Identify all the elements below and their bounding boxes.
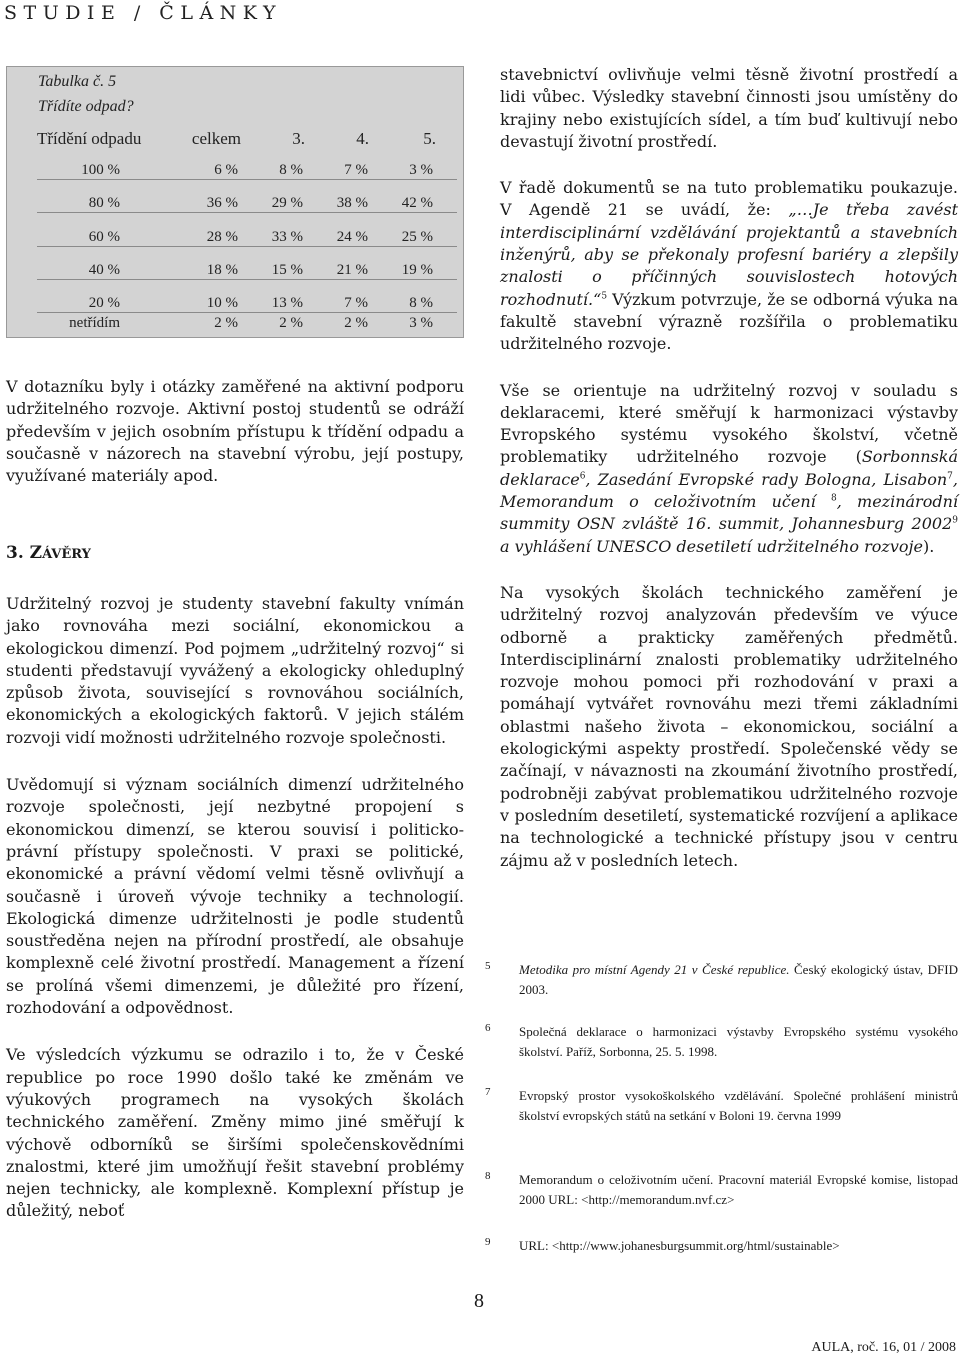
footnote-ref: 7 xyxy=(947,471,953,482)
left-col-body xyxy=(6,593,464,1223)
table-divider xyxy=(37,312,457,313)
table-cell: 2 % xyxy=(279,315,303,331)
footnote-text xyxy=(519,960,958,1000)
table-header-row xyxy=(7,129,463,163)
footnote xyxy=(482,1086,958,1126)
heading-initial: Z xyxy=(29,543,43,563)
footnote-ref: 9 xyxy=(952,516,958,527)
table-cell: 25 % xyxy=(401,229,433,245)
table-cell: 18 % xyxy=(206,262,238,278)
footnote-text: URL: <http://www.johanesburgsummit.org/html/sustainable> xyxy=(519,1238,840,1253)
table-cell: 19 % xyxy=(401,262,433,278)
footnote-text: Memorandum o celoživotním učení. Pracovní materiál Evropské komise, listopad 2000 URL: <http://memorandum.nvf.cz> xyxy=(519,1172,958,1207)
footnote-italic: Metodika pro místní Agendy 21 v České republice. xyxy=(519,962,790,977)
agenda-quote: „…Je třeba zavést interdisciplinární vzdělávání projektantů a stavebních inženýrů, aby se překonaly profesní bariéry a zlepšily znalosti o příčinných souvislostech hotových rozhodnutí.“ xyxy=(500,200,958,309)
left-col-intro xyxy=(6,376,464,487)
footnote-text: Společná deklarace o harmonizaci výstavby Evropského systému vysokého školství. Paříž, Sorbonna, 25. 5. 1998. xyxy=(519,1024,958,1059)
footnote-ref: 8 xyxy=(830,493,837,504)
table-divider xyxy=(37,279,457,280)
italic-run: , mezinárodní summity OSN zvláště 16. summit, Johannesburg 2002 xyxy=(500,492,959,534)
table-cell: netřídím xyxy=(69,315,120,331)
footnote-rest: Český ekologický ústav, DFID 2003. xyxy=(519,962,958,997)
paragraph: Udržitelný rozvoj je studenty stavební fakulty vnímán jako rovnováha mezi sociální, ekonomickou a ekologickou dimenzí. Pod pojmem „udržitelný rozvoj“ si studenti představují vyvážený a ekologicky ohleduplný způsob života, související s rovnováhou sociálních, ekonomických a ekologických faktorů. V jejich stálém rozvoji vidí možnosti udržitelného rozvoje společnosti. xyxy=(6,594,464,747)
paragraph: Uvědomují si význam sociálních dimenzí udržitelného rozvoje společnosti, její nezbytné propojení s ekonomickou dimenzí, se kterou souvisí i politicko-právní přístupy společnosti. V praxi se politické, ekonomické a právní vědomí velmi těsně ovlivňují a současně i úroveň vývoje techniky a technologií. Ekologická dimenze udržitelnosti je podle studentů soustředěna nejen na přírodní prostředí, ale obsahuje komplexně celé životní prostředí. Management a řízení se prolíná všemi dimenzemi, je důležité pro řízení, rozhodování a odpovědnost. xyxy=(6,775,464,1018)
table-cell: 38 % xyxy=(336,195,368,211)
table-cell: 3 % xyxy=(409,315,433,331)
footnote xyxy=(482,1236,958,1256)
table-cell: 80 % xyxy=(88,195,120,211)
footnote-number: 6 xyxy=(485,1022,491,1034)
footnote-number: 9 xyxy=(485,1236,491,1248)
journal-footer: AULA, roč. 16, 01 / 2008 xyxy=(811,1340,956,1355)
footnote xyxy=(482,960,958,1000)
col-header: 5. xyxy=(423,129,436,148)
table-cell: 24 % xyxy=(336,229,368,245)
section-heading xyxy=(6,543,91,563)
footnote-number: 5 xyxy=(485,960,491,972)
heading-number: 3. xyxy=(6,543,30,563)
footnote xyxy=(482,1170,958,1210)
table-5 xyxy=(6,66,464,338)
footnote-number: 7 xyxy=(485,1086,491,1098)
col-header: Třídění odpadu xyxy=(37,129,142,148)
table-cell: 13 % xyxy=(271,295,303,311)
table-divider xyxy=(37,179,457,180)
table-cell: 7 % xyxy=(344,295,368,311)
table-cell: 2 % xyxy=(344,315,368,331)
footnote-ref: 6 xyxy=(579,471,586,482)
table-divider xyxy=(37,212,457,213)
italic-run: , Zasedání Evropské rady Bologna, Lisabon xyxy=(585,469,948,489)
table-question: Třídíte odpad? xyxy=(38,98,134,115)
footnote-text: Evropský prostor vysokoškolského vzdělávání. Společné prohlášení ministrů školství evropských států na setkání v Boloni 19. června 1999 xyxy=(519,1088,958,1123)
paragraph: Na vysokých školách technického zaměření je udržitelný rozvoj analyzován především ve výuce odborně a prakticky zaměřených předmětů. Interdisciplinární znalosti problematiky udržitelného rozvoje mohou pomoci při rozhodování v praxi a pomáhají vytvářet rovnováhu mezi třemi základními oblastmi našeho života – ekonomickou, sociální a ekologickými aspekty prostředí. Společenské vědy se začínají, v návaznosti na zkoumání životního prostředí, podrobněji zabývat problematikou udržitelného rozvoje v posledním desetiletí, systematické rozvíjení a aplikace na technologické a technické přístupy jsou v centru zájmu až v posledních letech. xyxy=(500,582,958,870)
section-header: STUDIE / ČLÁNKY xyxy=(4,2,283,24)
table-cell: 29 % xyxy=(271,195,303,211)
italic-run: Sorbonnská deklarace xyxy=(500,447,958,489)
italic-run: , Memorandum o celoživotním učení xyxy=(500,469,958,512)
text-run: ). xyxy=(922,536,935,556)
table-cell: 6 % xyxy=(214,162,238,178)
page-number: 8 xyxy=(474,1290,484,1312)
table-divider xyxy=(37,246,457,247)
table-cell: 8 % xyxy=(279,162,303,178)
paragraph xyxy=(500,177,958,355)
footnote-number: 8 xyxy=(485,1170,491,1182)
table-cell: 60 % xyxy=(88,229,120,245)
footnote xyxy=(482,1022,958,1062)
table-cell: 40 % xyxy=(88,262,120,278)
paragraph: Ve výsledcích výzkumu se odrazilo i to, že v České republice po roce 1990 došlo také ke změnám ve výukových programech na vysokých školách technického zaměření. Změny mimo jiné směřují k výchově odborníků se širšími společenskovědními znalostmi, které jim umožňují řešit stavební problémy nejen technicky, ale komplexně. Komplexní přístup je důležitý, neboť xyxy=(6,1045,464,1221)
text-run: Vše se orientuje na udržitelný rozvoj v souladu s deklaracemi, které směřují k harmonizaci výstavby Evropského systému vysokého školství, včetně problematiky udržitelného rozvoje ( xyxy=(500,380,958,467)
table-cell: 36 % xyxy=(206,195,238,211)
col-header: 4. xyxy=(356,129,369,148)
table-cell: 33 % xyxy=(271,229,303,245)
footnote-ref: 5 xyxy=(601,291,608,302)
table-cell: 3 % xyxy=(409,162,433,178)
table-cell: 8 % xyxy=(409,295,433,311)
col-header: celkem xyxy=(191,129,241,148)
heading-rest: ÁVĚRY xyxy=(42,547,91,562)
table-row xyxy=(7,315,463,349)
table-cell: 7 % xyxy=(344,162,368,178)
table-caption: Tabulka č. 5 xyxy=(38,73,117,90)
table-cell: 15 % xyxy=(271,262,303,278)
table-cell: 42 % xyxy=(401,195,433,211)
table-cell: 100 % xyxy=(81,162,120,178)
paragraph xyxy=(500,380,958,558)
right-col-body xyxy=(500,64,958,872)
italic-run: a vyhlášení UNESCO desetiletí udržitelného rozvoje xyxy=(500,536,923,556)
table-cell: 20 % xyxy=(88,295,120,311)
col-header: 3. xyxy=(292,129,305,148)
table-cell: 21 % xyxy=(336,262,368,278)
text-run: Výzkum potvrzuje, že se odborná výuka na fakultě stavební výrazně rozšířila o problematiku udržitelného rozvoje. xyxy=(500,289,958,354)
text-run: V řadě dokumentů se na tuto problematiku poukazuje. V Agendě 21 se uvádí, že: xyxy=(500,178,958,220)
table-cell: 28 % xyxy=(206,229,238,245)
table-cell: 10 % xyxy=(206,295,238,311)
paragraph: stavebnictví ovlivňuje velmi těsně životní prostředí a lidi vůbec. Výsledky stavební činnosti jsou umístěny do krajiny nebo existujících sídel, a tím buď kultivují nebo devastují životní prostředí. xyxy=(500,65,958,151)
paragraph: V dotazníku byly i otázky zaměřené na aktivní podporu udržitelného rozvoje. Aktivní postoj studentů se odráží především v jejich osobním přístupu k třídění odpadu a současně v názorech na stavební výrobu, její postupy, využívané materiály apod. xyxy=(6,377,464,486)
table-cell: 2 % xyxy=(214,315,238,331)
